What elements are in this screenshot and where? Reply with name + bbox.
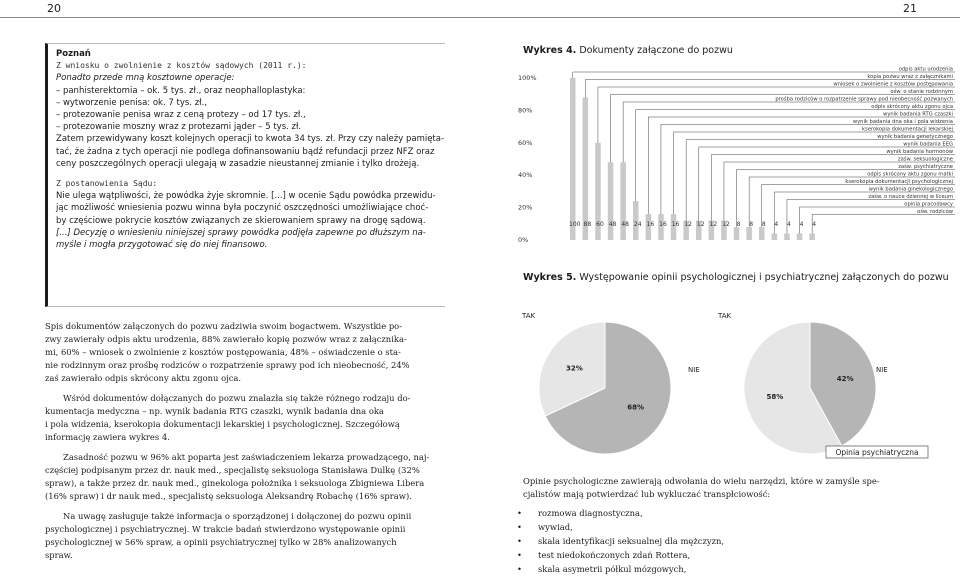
box-line: Zatem przewidywany koszt kolejnych operacji to kwota 34 tys. zł. Przy czy należy pamięta- bbox=[56, 134, 445, 145]
bullet-item: • wywiad, bbox=[518, 522, 573, 532]
bar-value-label: 4 bbox=[774, 221, 779, 228]
header-rule bbox=[0, 17, 960, 18]
bar bbox=[772, 234, 778, 240]
box-line: jąc możliwość wniesienia pozwu winna była poczynić oszczędności umożliwiające choć- bbox=[56, 203, 429, 214]
category-label: opinia pracodawcy bbox=[904, 201, 953, 208]
right-line: cjalistów mają potwierdzać lub wykluczać transpłciowość: bbox=[523, 489, 771, 499]
category-label: kserokopia dokumentacji lekarskiej bbox=[861, 126, 953, 133]
body-line: Na uwagę zasługuje także informacja o sporządzonej i dołączonej do pozwu opinii bbox=[63, 511, 412, 521]
bar-value-label: 16 bbox=[646, 221, 655, 228]
bar-value-label: 12 bbox=[709, 221, 718, 228]
pie-psychiatr bbox=[710, 300, 930, 460]
bar-value-label: 12 bbox=[684, 221, 692, 228]
body-line: kumentacja medyczna – np. wynik badania RTG czaszki, wynik badania dna oka bbox=[45, 406, 384, 416]
box-lines-2 bbox=[56, 190, 445, 251]
bar bbox=[608, 162, 614, 240]
page-number-left: 20 bbox=[47, 2, 61, 15]
bar-value-label: 4 bbox=[799, 221, 804, 228]
bar-value-label: 24 bbox=[633, 221, 642, 228]
bar bbox=[570, 78, 576, 240]
bar-value-label: 8 bbox=[749, 221, 754, 228]
body-line: zaś zawierało odpis skrócony aktu zgonu ojca. bbox=[45, 373, 242, 383]
y-tick-label: 60% bbox=[518, 138, 533, 147]
pie-psych bbox=[510, 300, 710, 460]
bar bbox=[809, 234, 815, 240]
bar-value-label: 8 bbox=[736, 221, 741, 228]
bar-value-label: 48 bbox=[608, 221, 617, 228]
bullet-item: • skala identyfikacji seksualnej dla mężczyzn, bbox=[518, 536, 724, 546]
body-line: mi, 60% – wniosek o zwolnienie z kosztów postępowania, 48% – oświadczenie o sta- bbox=[45, 347, 401, 357]
category-label: wynik badania hormonów bbox=[886, 149, 953, 155]
bullet-item: • test niedokończonych zdań Rottera, bbox=[518, 550, 690, 560]
body-line: spraw), a także przez dr. nauk med., ginekologa położnika i seksuologa Zbigniewa Libera bbox=[45, 478, 425, 488]
box-title: Poznań bbox=[56, 49, 91, 59]
bullet-item: • rozmowa diagnostyczna, bbox=[518, 508, 643, 518]
chart5-title: Wykres 5. Występowanie opinii psychologicznej i psychiatrycznej załączonych do pozwu bbox=[523, 272, 949, 283]
body-line: i pola widzenia, kserokopia dokumentacji lekarskiej i psychologicznej. Szczegółową bbox=[45, 419, 400, 429]
chart4-svg bbox=[510, 60, 960, 260]
pie-slice-label: TAK bbox=[522, 312, 536, 320]
box-line: [...] Decyzję o wniesieniu niniejszej sprawy powódka podjęła zapewne po dłuższym na- bbox=[56, 227, 426, 238]
box-line: – panhisterektomia – ok. 5 tys. zł., oraz neophalloplastyka: bbox=[56, 85, 306, 96]
bar bbox=[620, 162, 626, 240]
bar bbox=[784, 234, 790, 240]
body-line: spraw. bbox=[45, 550, 73, 560]
body-line: Zasadność pozwu w 96% akt poparta jest zaświadczeniem lekarza prowadzącego, naj- bbox=[63, 452, 430, 462]
bullet-item: • skala asymetrii półkul mózgowych, bbox=[518, 564, 686, 574]
body-line: Spis dokumentów załączonych do pozwu zadziwia swoim bogactwem. Wszystkie po- bbox=[45, 321, 403, 331]
y-tick-label: 100% bbox=[518, 74, 537, 82]
box-line: – wytworzenie penisa: ok. 7 tys. zł., bbox=[56, 97, 207, 108]
category-label: kserokopia dokumentacji psychologicznej bbox=[845, 179, 953, 185]
bar bbox=[797, 234, 803, 240]
category-label: odpis aktu urodzenia bbox=[898, 66, 953, 73]
y-tick-label: 40% bbox=[518, 171, 533, 180]
pie-title: Opinia psychiatryczna bbox=[835, 448, 919, 457]
body-line: (16% spraw) i dr nauk med., specjalistę seksuologa Aleksandrę Robachę (16% spraw). bbox=[45, 491, 412, 501]
category-label: wynik badania genetycznego bbox=[877, 134, 953, 140]
box-line: – protezowanie moszny wraz z protezami jąder – 5 tys. zł. bbox=[56, 122, 302, 133]
pie-percent-label: 32% bbox=[565, 364, 583, 373]
bar bbox=[759, 227, 765, 240]
category-label: wniosek o zwolnienie z kosztów postępowania bbox=[833, 81, 953, 88]
pie-svg bbox=[710, 300, 930, 460]
category-label: wynik badania EEG bbox=[903, 141, 953, 148]
body-line: częściej podpisanym przez dr. nauk med., specjalistę seksuologa Stanisława Dulkę (32% bbox=[45, 465, 420, 475]
box-lines bbox=[56, 72, 445, 170]
bar-value-label: 88 bbox=[583, 221, 592, 228]
bar-value-label: 16 bbox=[671, 221, 680, 228]
y-tick-label: 20% bbox=[518, 203, 533, 212]
body-line: Wśród dokumentów dołączanych do pozwu znalazła się także różnego rodzaju do- bbox=[63, 393, 411, 403]
pie-percent-label: 58% bbox=[766, 393, 784, 402]
category-label: kopia pozwu wraz z załącznikami bbox=[867, 74, 953, 80]
bar-value-label: 12 bbox=[696, 221, 705, 228]
category-label: zaśw. psychiatryczne bbox=[898, 164, 953, 170]
category-label: ośw. o stanie rodzinnym bbox=[890, 89, 953, 95]
y-tick-label: 0% bbox=[518, 236, 529, 244]
box-line: by częściowe pokrycie kosztów związanych ze skierowaniem sprawy na drogę sądową. bbox=[56, 215, 426, 226]
bar-value-label: 100 bbox=[569, 221, 581, 228]
y-tick-label: 80% bbox=[518, 106, 533, 115]
pie-percent-label: 68% bbox=[627, 403, 645, 412]
category-label: wynik badania RTG czaszki bbox=[883, 111, 953, 118]
body-line: nie rodzinnym oraz prośbę rodziców o rozpatrzenie sprawy pod ich nieobecność, 24% bbox=[45, 360, 410, 370]
pie-slice-label: NIE bbox=[688, 366, 700, 374]
quote-box bbox=[45, 43, 445, 307]
box-line: Ponadto przede mną kosztowne operacje: bbox=[56, 73, 235, 84]
pie-svg bbox=[510, 300, 710, 460]
chart4 bbox=[510, 60, 960, 260]
box-line: Nie ulega wątpliwości, że powódka żyje skromnie. [...] w ocenie Sądu powódka przewidu- bbox=[56, 191, 436, 202]
page-number-right: 21 bbox=[903, 2, 917, 15]
box-line: myśle i mogła przygotować się do niej finansowo. bbox=[56, 240, 268, 251]
category-label: prośba rodziców o rozpatrzenie sprawy pod nieobecność pozwanych bbox=[775, 96, 953, 103]
pie-percent-label: 42% bbox=[836, 374, 854, 383]
category-label: odpis skrócony aktu zgonu ojca bbox=[871, 104, 953, 110]
box-line: ceny poszczególnych operacji ulegają w zasadzie nieustannej zmianie i tylko drożeją. bbox=[56, 158, 420, 169]
category-label: wynik badania dna oka i pola widzenia bbox=[852, 119, 953, 125]
box-line: tać, że żadna z tych operacji nie podlega dofinansowaniu bądź refundacji przez NFZ oraz bbox=[56, 146, 435, 157]
body-line: zwy zawierały odpis aktu urodzenia, 88% zawierało kopię pozwów wraz z załącznika- bbox=[45, 334, 407, 344]
pie-slice-label: NIE bbox=[876, 366, 888, 374]
bar bbox=[734, 227, 740, 240]
right-line: Opinie psychologiczne zawierają odwołania do wielu narzędzi, które w zamyśle spe- bbox=[523, 476, 880, 486]
bar-value-label: 4 bbox=[812, 221, 817, 228]
bar-value-label: 48 bbox=[621, 221, 629, 228]
box-subtitle: Z wniosku o zwolnienie z kosztów sądowych (2011 r.): bbox=[56, 61, 307, 71]
bar-value-label: 4 bbox=[787, 221, 791, 228]
bar bbox=[746, 227, 752, 240]
category-label: zaśw. o nauce dziennej w liceum bbox=[868, 194, 953, 200]
body-line: informację zawiera wykres 4. bbox=[45, 432, 170, 442]
chart4-title: Wykres 4. Dokumenty załączone do pozwu bbox=[523, 45, 733, 56]
category-label: zaśw. seksuologiczne bbox=[897, 156, 953, 163]
body-line: psychologicznej i psychiatrycznej. W trakcie badań stwierdzono występowanie opinii bbox=[45, 524, 406, 534]
category-label: wynik badania ginekologicznego bbox=[868, 186, 953, 193]
box-line: – protezowanie penisa wraz z ceną protezy – od 17 tys. zł., bbox=[56, 110, 306, 121]
box-subtitle-2: Z postanowienia Sądu: bbox=[56, 179, 158, 189]
body-line: psychologicznej w 56% spraw, a opinii psychiatrycznej tylko w 28% analizowanych bbox=[45, 537, 397, 547]
category-label: odpis skrócony aktu zgonu matki bbox=[867, 171, 953, 178]
category-label: ośw. rodziców bbox=[917, 209, 953, 215]
pie-slice-label: TAK bbox=[718, 312, 732, 320]
bar-value-label: 16 bbox=[659, 221, 667, 228]
bar bbox=[583, 97, 589, 240]
bar-value-label: 8 bbox=[761, 221, 766, 228]
bar-value-label: 60 bbox=[596, 221, 604, 228]
bar-value-label: 12 bbox=[722, 221, 730, 228]
